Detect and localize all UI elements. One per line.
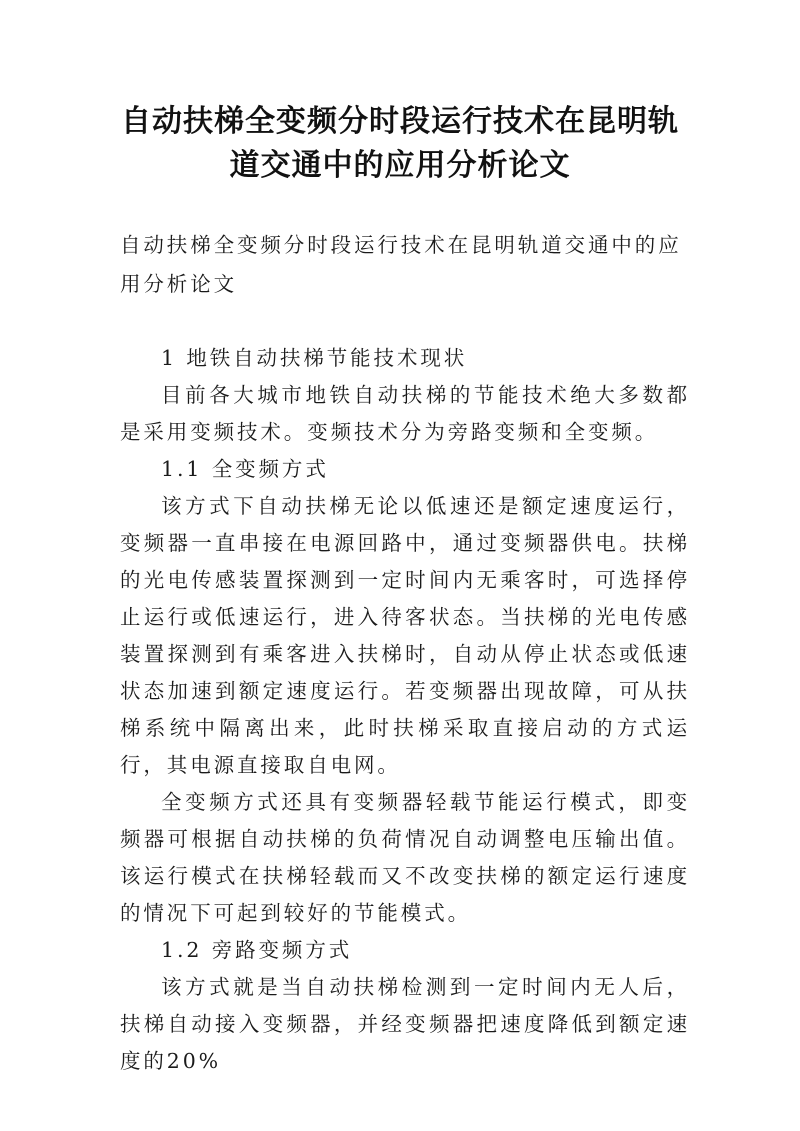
section-heading: 1 地铁自动扶梯节能技术现状	[161, 346, 468, 370]
paragraph: 目前各大城市地铁自动扶梯的节能技术绝大多数都是采用变频技术。变频技术分为旁路变频和全变频。	[120, 383, 690, 444]
document-title	[80, 100, 720, 188]
title-line-1: 自动扶梯全变频分时段运行技术在昆明轨	[121, 104, 679, 139]
paragraph: 该方式就是当自动扶梯检测到一定时间内无人后，扶梯自动接入变频器，并经变频器把速度降低到额定速度的20%	[120, 975, 690, 1073]
document-body	[120, 340, 690, 1080]
paragraph: 全变频方式还具有变频器轻载节能运行模式，即变频器可根据自动扶梯的负荷情况自动调整电压输出值。该运行模式在扶梯轻载而又不改变扶梯的额定运行速度的情况下可起到较好的节能模式。	[120, 790, 690, 925]
title-line-2: 道交通中的应用分析论文	[229, 148, 571, 183]
document-subtitle: 自动扶梯全变频分时段运行技术在昆明轨道交通中的应用分析论文	[120, 233, 682, 296]
section-heading: 1.1 全变频方式	[161, 457, 329, 481]
paragraph: 该方式下自动扶梯无论以低速还是额定速度运行，变频器一直串接在电源回路中，通过变频器供电。扶梯的光电传感装置探测到一定时间内无乘客时，可选择停止运行或低速运行，进入待客状态。当扶梯的光电传感装置探测到有乘客进入扶梯时，自动从停止状态或低速状态加速到额定速度运行。若变频器出现故障，可从扶梯系统中隔离出来，此时扶梯采取直接启动的方式运行，其电源直接取自电网。	[120, 494, 690, 777]
section-heading: 1.2 旁路变频方式	[161, 938, 353, 962]
